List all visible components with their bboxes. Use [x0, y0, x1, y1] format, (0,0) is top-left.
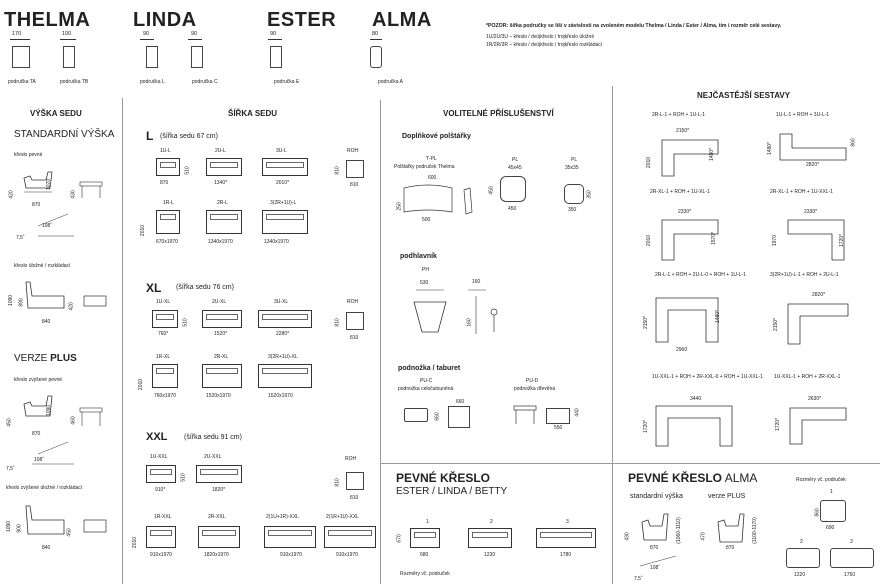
dim-label: 108˚	[650, 565, 661, 571]
module-dim: 910x1970	[336, 552, 358, 558]
module-name: 2R-XL	[214, 354, 229, 360]
module-dim: 2010*	[276, 180, 290, 186]
module-dim: 870	[160, 180, 169, 186]
armrest-width: 90	[270, 31, 277, 37]
dim-label: 690	[826, 525, 835, 531]
plus-storage-label: křeslo zvýšené úložné / rozkládací	[6, 485, 83, 491]
set-dim: 1720*	[839, 233, 846, 248]
armrest-width: 90	[191, 31, 198, 37]
armrest-label: područka C	[192, 79, 218, 85]
fixed-chair-label: křeslo pevné	[14, 152, 43, 158]
module-dim: 1820x1970	[204, 552, 229, 558]
dim-label: 420	[68, 302, 75, 311]
seat-height-title: VÝŠKA SEDU	[30, 109, 82, 118]
model-title-ester: ESTER	[267, 9, 337, 31]
module-name: 2U-L	[215, 148, 226, 154]
module-dim: 510	[182, 318, 189, 327]
module-dim: 1520x1970	[268, 393, 293, 399]
storage-chair-label: křeslo úložné / rozkládací	[14, 263, 71, 269]
storage-chair-drawing	[20, 278, 120, 318]
headrest-title: podhlavník	[400, 253, 437, 260]
module-dim: 760x1970	[154, 393, 176, 399]
seat-width-title: ŠÍŘKA SEDU	[228, 109, 278, 118]
set-dim: 2960	[676, 347, 688, 353]
module-name: 1U-XL	[156, 299, 171, 305]
set-name: 2R-L-1 + ROH + 2U-L-0 + ROH + 1U-L-1	[655, 272, 746, 278]
module-drawing	[258, 364, 312, 388]
module-drawing	[264, 526, 316, 548]
module-name: 2(1R+1U)-XXL	[326, 514, 359, 520]
dim-label: 870	[32, 431, 41, 437]
module-drawing	[202, 310, 242, 328]
model-title-thelma: THELMA	[4, 9, 91, 31]
module-dim: 2010	[138, 378, 145, 391]
dim-label: 430	[70, 190, 77, 199]
module-name: 1R-XXL	[154, 514, 172, 520]
module-name: 3(2R+1U)-XL	[268, 354, 298, 360]
set-dim: 2630*	[808, 396, 822, 402]
set-dim: 860	[850, 138, 857, 147]
dim-label: (1060-1110)	[675, 517, 682, 544]
model-title-linda: LINDA	[133, 9, 197, 31]
armrest-width: 80	[372, 31, 379, 37]
divider	[380, 100, 381, 584]
dim-label: 160	[472, 279, 481, 285]
dim-label: 7,5˚	[6, 466, 15, 472]
module-dim: 670x1970	[156, 239, 178, 245]
module-drawing	[324, 526, 376, 548]
armrest-tb	[60, 32, 104, 88]
module-dim: 910x1970	[150, 552, 172, 558]
plus-fixed-chair-drawing	[18, 388, 118, 468]
module-drawing	[152, 364, 178, 388]
module-dim: 510	[184, 166, 191, 175]
stool1-top-drawing	[448, 406, 470, 428]
set-dim: 2150*	[773, 317, 780, 332]
module-drawing	[146, 465, 176, 483]
sets-title: NEJČASTĚJŠÍ SESTAVY	[697, 91, 791, 100]
dim-label: 350	[568, 207, 577, 213]
notice-line-2: 1U/2U/3U – křeslo / dvojkřeslo / trojkřeslo úložné	[486, 34, 595, 40]
dim-label: 530	[420, 280, 429, 286]
set-dim: 2010	[646, 156, 653, 169]
dim-label: 860	[814, 508, 821, 517]
module-dim: 2010	[132, 536, 139, 549]
module-name: ROH	[347, 148, 359, 154]
notice-text: *POZOR: šířka područky se liší v závislosti na zvoleném modelu Thelma / Linda / Ester / Alma, tím i rozměr celé sestavy.	[486, 23, 782, 29]
dim-label: 250	[396, 202, 403, 211]
dim-label: 870	[32, 202, 41, 208]
dim-label: 350	[586, 190, 593, 199]
module-dim: 810	[334, 166, 341, 175]
corner-drawing	[346, 472, 364, 490]
armrest-label: područka TB	[60, 79, 89, 85]
alma-item-drawing	[786, 548, 820, 568]
module-dim: 810	[350, 182, 359, 188]
dim-label: 550	[554, 425, 563, 431]
notice-line-3: 1R/2R/3R – křeslo / dvojkřeslo / trojkřeslo rozkládací	[486, 42, 603, 48]
dim-label: 420	[8, 190, 15, 199]
armrest-l	[140, 32, 184, 88]
module-drawing	[206, 158, 242, 176]
module-dim: 810	[334, 478, 341, 487]
dim-label: 660	[434, 412, 441, 421]
armrest-width: 100	[62, 31, 72, 37]
headrest-name: PH	[422, 267, 429, 273]
module-dim: 810	[350, 495, 359, 501]
fixed-chair-num: 2	[490, 519, 493, 525]
set-dim: 2150*	[676, 128, 690, 134]
corner-drawing	[346, 312, 364, 330]
armrest-label: područka A	[378, 79, 404, 85]
set-dim: 3440	[690, 396, 702, 402]
stool2-side-drawing	[512, 404, 548, 428]
module-name: 2R-XXL	[208, 514, 226, 520]
module-drawing	[258, 310, 312, 328]
plus-title-text: VERZE	[14, 353, 48, 364]
module-dim: 1520x1970	[206, 393, 231, 399]
set-name: 1U-XXL-1 + ROH + 2R-XXL-0 + ROH + 1U-XXL-1	[652, 374, 763, 380]
dim-label: 870	[650, 545, 659, 551]
module-dim: 1340*	[214, 180, 228, 186]
module-dim: 760*	[158, 331, 169, 337]
fixed-chair-subtitle: ESTER / LINDA / BETTY	[396, 486, 508, 497]
module-name: 3(2R+1U)-L	[270, 200, 297, 206]
module-dim: 810	[350, 335, 359, 341]
module-name: 1R-XL	[156, 354, 171, 360]
module-name: ROH	[347, 299, 359, 305]
dim-label: 430	[624, 532, 631, 541]
dim-label: 450	[488, 186, 495, 195]
set-dim: 1570*	[711, 231, 718, 246]
model-title-alma: ALMA	[372, 9, 432, 31]
dim-label: 1090	[46, 404, 53, 417]
module-dim: 910*	[155, 487, 166, 493]
pillow-tpl-name: T-PL	[426, 156, 437, 162]
module-drawing	[156, 210, 180, 234]
dim-label: 1090	[8, 294, 15, 307]
alma-item-num: 1	[830, 489, 833, 495]
accessories-title: VOLITELNÉ PŘÍSLUŠENSTVÍ	[443, 109, 554, 118]
armrest-label: područka L	[140, 79, 165, 85]
dim-label: 160	[466, 318, 473, 327]
set-name: 2R-XL-1 + ROH + 1U-XL-1	[650, 189, 710, 195]
fixed-chair-dim: 1780	[560, 552, 572, 558]
armrest-a	[370, 32, 414, 88]
module-name: 1U-L	[160, 148, 171, 154]
set-name: 3(2R+1U)-L-1 + ROH + 2U-L-1	[770, 272, 839, 278]
module-name: 1R-L	[163, 200, 174, 206]
dim-label: 440	[574, 408, 581, 417]
dim-label: 840	[42, 319, 51, 325]
plus-fixed-label: křeslo zvýšené pevné	[14, 377, 63, 383]
dim-label: 840	[42, 545, 51, 551]
module-dim: 1340x1970	[264, 239, 289, 245]
pillow-pl1-name: PL	[512, 157, 519, 163]
dim-label: 870	[726, 545, 735, 551]
fixed-chair-num: 3	[566, 519, 569, 525]
dim-label: 460	[70, 416, 77, 425]
module-name: 2U-XL	[212, 299, 227, 305]
module-drawing	[146, 526, 176, 548]
armrest-ta	[10, 32, 54, 88]
fixed-chair-note: Rozměry vč. područek	[400, 571, 450, 577]
pillow-pl2-size: 35x35	[565, 165, 579, 171]
pillow-tpl-desc: Polštářky područek Thelma	[394, 164, 455, 170]
fixed-chair-title: PEVNÉ KŘESLO	[396, 471, 491, 485]
module-dim: 1340x1970	[208, 239, 233, 245]
size-xl: XL	[146, 281, 162, 295]
dim-label: 1220	[794, 572, 806, 578]
divider	[612, 86, 613, 584]
set-drawing	[786, 218, 846, 262]
headrest-drawing	[400, 284, 600, 344]
dim-label: 450	[66, 528, 73, 537]
set-name: 1U-L-1 + ROH + 3U-L-1	[776, 112, 830, 118]
armrest-c	[188, 32, 232, 88]
alma-chair-title-suffix: ALMA	[724, 471, 758, 485]
size-l: L	[146, 129, 154, 143]
stool2-name: PU-D	[526, 378, 539, 384]
stool1-desc: podnožka celočalouněná	[398, 386, 454, 392]
set-dim: 1480*	[715, 309, 722, 324]
dim-label: 7,5˚	[16, 235, 25, 241]
dim-label: 500	[422, 217, 431, 223]
dim-label: (1100-1170)	[751, 517, 758, 544]
stool1-name: PU-C	[420, 378, 433, 384]
set-drawing	[788, 406, 848, 446]
module-name: 2U-XXL	[204, 454, 222, 460]
module-name: 2(1U+1R)-XXL	[266, 514, 299, 520]
size-l-desc: (šířka sedu 67 cm)	[160, 133, 218, 140]
plus-title	[14, 354, 77, 364]
pillow-pl1-drawing	[500, 176, 526, 202]
set-drawing	[778, 132, 848, 162]
alma-item-drawing	[820, 500, 846, 522]
fixed-chair-drawing	[536, 528, 596, 548]
module-drawing	[202, 364, 242, 388]
dim-label: 470	[700, 532, 707, 541]
armrest-width: 170	[12, 31, 22, 37]
module-dim: 510	[180, 473, 187, 482]
set-dim: 1480*	[709, 147, 716, 162]
fixed-chair-dim: 1230	[484, 552, 496, 558]
alma-note: Rozměry vč. područek	[796, 477, 846, 483]
size-xxl-desc: (šířka sedu 91 cm)	[184, 434, 242, 441]
size-xl-desc: (šířka sedu 76 cm)	[176, 284, 234, 291]
set-dim: 2010	[646, 234, 653, 247]
standard-height-title: STANDARDNÍ VÝŠKA	[14, 129, 115, 140]
module-dim: 2010	[140, 224, 147, 237]
set-dim: 2820*	[812, 292, 826, 298]
alma-item-drawing	[830, 548, 874, 568]
divider	[380, 463, 880, 464]
dim-label: 1090	[6, 520, 13, 533]
stool-title: podnožka / taburet	[398, 365, 461, 372]
alma-plus-label: verze PLUS	[708, 493, 746, 500]
set-name: 2R-XL-1 + ROH + 1U-XXL-1	[770, 189, 834, 195]
dim-label: 7,5˚	[634, 576, 643, 582]
dim-label: 660	[456, 399, 465, 405]
alma-standard-drawing	[636, 508, 696, 568]
dim-label: 900	[16, 524, 23, 533]
dim-label: 600	[428, 175, 437, 181]
dim-label: 450	[508, 206, 517, 212]
armrest-e	[268, 32, 312, 88]
module-drawing	[262, 210, 308, 234]
module-dim: 1820*	[212, 487, 226, 493]
alma-chair-title-bold: PEVNÉ KŘESLO	[628, 471, 723, 485]
dim-label: 108˚	[34, 457, 45, 463]
fixed-chair-dim: 680	[420, 552, 429, 558]
dim-label: 108˚	[42, 223, 53, 229]
fixed-chair-drawing	[410, 528, 440, 548]
armrest-label: područka TA	[8, 79, 36, 85]
alma-standard-label: standardní výška	[630, 493, 683, 500]
pillow-pl1-size: 45x45	[508, 165, 522, 171]
set-dim: 2150*	[643, 315, 650, 330]
pillow-pl2-drawing	[564, 184, 584, 204]
plus-title-bold: PLUS	[50, 353, 77, 364]
module-drawing	[206, 210, 242, 234]
module-name: 1U-XXL	[150, 454, 168, 460]
set-dim: 2820*	[806, 162, 820, 168]
armrest-width: 90	[143, 31, 150, 37]
pillow-tpl-drawing	[398, 182, 478, 222]
stool2-desc: podnožka dřevěná	[514, 386, 556, 392]
module-drawing	[198, 526, 240, 548]
dim-label: 1070	[46, 178, 53, 191]
set-dim: 1970	[772, 234, 779, 247]
set-drawing	[654, 296, 720, 344]
dim-label: 1750	[844, 572, 856, 578]
stool1-side-drawing	[404, 408, 428, 422]
alma-chair-title	[628, 472, 757, 484]
set-dim: 2330*	[804, 209, 818, 215]
armrest-label: područka E	[274, 79, 300, 85]
module-name: 2R-L	[217, 200, 228, 206]
fixed-chair-num: 1	[426, 519, 429, 525]
alma-item-num: 2	[800, 539, 803, 545]
set-dim: 1480*	[767, 141, 774, 156]
module-dim: 1520*	[214, 331, 228, 337]
module-dim: 910x1970	[280, 552, 302, 558]
corner-drawing	[346, 160, 364, 178]
module-name: 3U-XL	[274, 299, 289, 305]
divider	[122, 98, 123, 584]
dim-label: 450	[6, 418, 13, 427]
dim-label: 890	[18, 298, 25, 307]
module-drawing	[152, 310, 178, 328]
set-dim: 1720*	[775, 417, 782, 432]
module-dim: 810	[334, 318, 341, 327]
set-drawing	[786, 302, 850, 346]
fixed-chair-drawing	[468, 528, 512, 548]
set-dim: 1720*	[643, 419, 650, 434]
module-drawing	[156, 158, 180, 176]
module-name: ROH	[345, 456, 357, 462]
set-name: 1U-XXL-1 + ROH + 2R-XXL-1	[774, 374, 841, 380]
pillows-title: Doplňkové polštářky	[402, 133, 471, 140]
alma-item-num: 3	[850, 539, 853, 545]
module-dim: 2280*	[276, 331, 290, 337]
set-drawing	[654, 404, 734, 448]
module-name: 3U-L	[276, 148, 287, 154]
pillow-pl2-name: PL	[571, 157, 578, 163]
module-drawing	[196, 465, 242, 483]
set-dim: 2330*	[678, 209, 692, 215]
set-name: 2R-L-1 + ROH + 1U-L-1	[652, 112, 706, 118]
stool2-top-drawing	[546, 408, 570, 424]
module-drawing	[262, 158, 308, 176]
size-xxl: XXL	[146, 431, 168, 443]
fixed-chair-dim: 670	[396, 534, 403, 543]
